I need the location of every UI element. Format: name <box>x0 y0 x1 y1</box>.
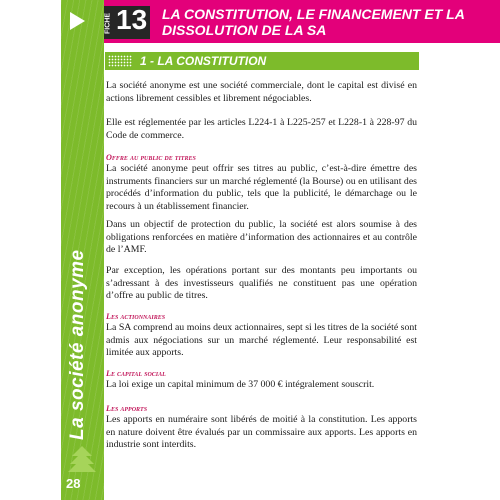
subheading-offre: Offre au public de titres <box>106 153 196 162</box>
fiche-label: FICHE <box>104 13 112 34</box>
paragraph-actionnaires: La SA comprend au moins deux actionnaires, sept si les titres de la société sont admis aux négociations sur un marché réglementé. Leur responsabilité est limitée aux apports. <box>106 322 417 359</box>
paragraph-capital: La loi exige un capital minimum de 37 000 € intégralement souscrit. <box>106 379 375 390</box>
page-title: LA CONSTITUTION, LE FINANCEMENT ET LA DISSOLUTION DE LA SA <box>162 6 465 38</box>
dot-pattern-icon <box>108 55 132 67</box>
paragraph-apports: Les apports en numéraire sont libérés de moitié à la constitution. Les apports en nature doivent être évalués par un commissaire aux apports. Les apports en industrie sont interdits. <box>106 414 417 451</box>
subheading-actionnaires: Les actionnaires <box>106 312 166 321</box>
paragraph-offre: La société anonyme peut offrir ses titres au public, c’est-à-dire émettre des instruments financiers sur un marché réglementé (la Bourse) ou en utilisant des procédés d’information du public, tels que la publicité, le démarchage ou le recours à un établissement financier. <box>106 163 417 213</box>
page-number: 28 <box>66 476 81 491</box>
subheading-apports: Les apports <box>106 404 148 413</box>
play-arrow-icon <box>70 12 85 30</box>
section-title: 1 - LA CONSTITUTION <box>140 54 267 68</box>
fiche-number: 13 <box>116 4 148 35</box>
paragraph-regulation: Elle est réglementée par les articles L224-1 à L225-257 et L228-1 à 228-97 du Code de commerce. <box>106 117 417 141</box>
paragraph-definition: La société anonyme est une société commerciale, dont le capital est divisé en actions librement cessibles et librement négociables. <box>106 80 417 104</box>
tree-icon <box>64 444 100 474</box>
sidebar-title: La société anonyme <box>67 249 88 440</box>
paragraph-exception: Par exception, les opérations portant sur des montants peu importants ou s’adressant à des investisseurs qualifiés ne constituent pas une opération d’offre au public de titres. <box>106 265 417 302</box>
paragraph-protection: Dans un objectif de protection du public, la société est alors soumise à des obligations renforcées en matière d’information des actionnaires et au contrôle de l’AMF. <box>106 219 417 256</box>
subheading-capital: Le capital social <box>106 369 166 378</box>
